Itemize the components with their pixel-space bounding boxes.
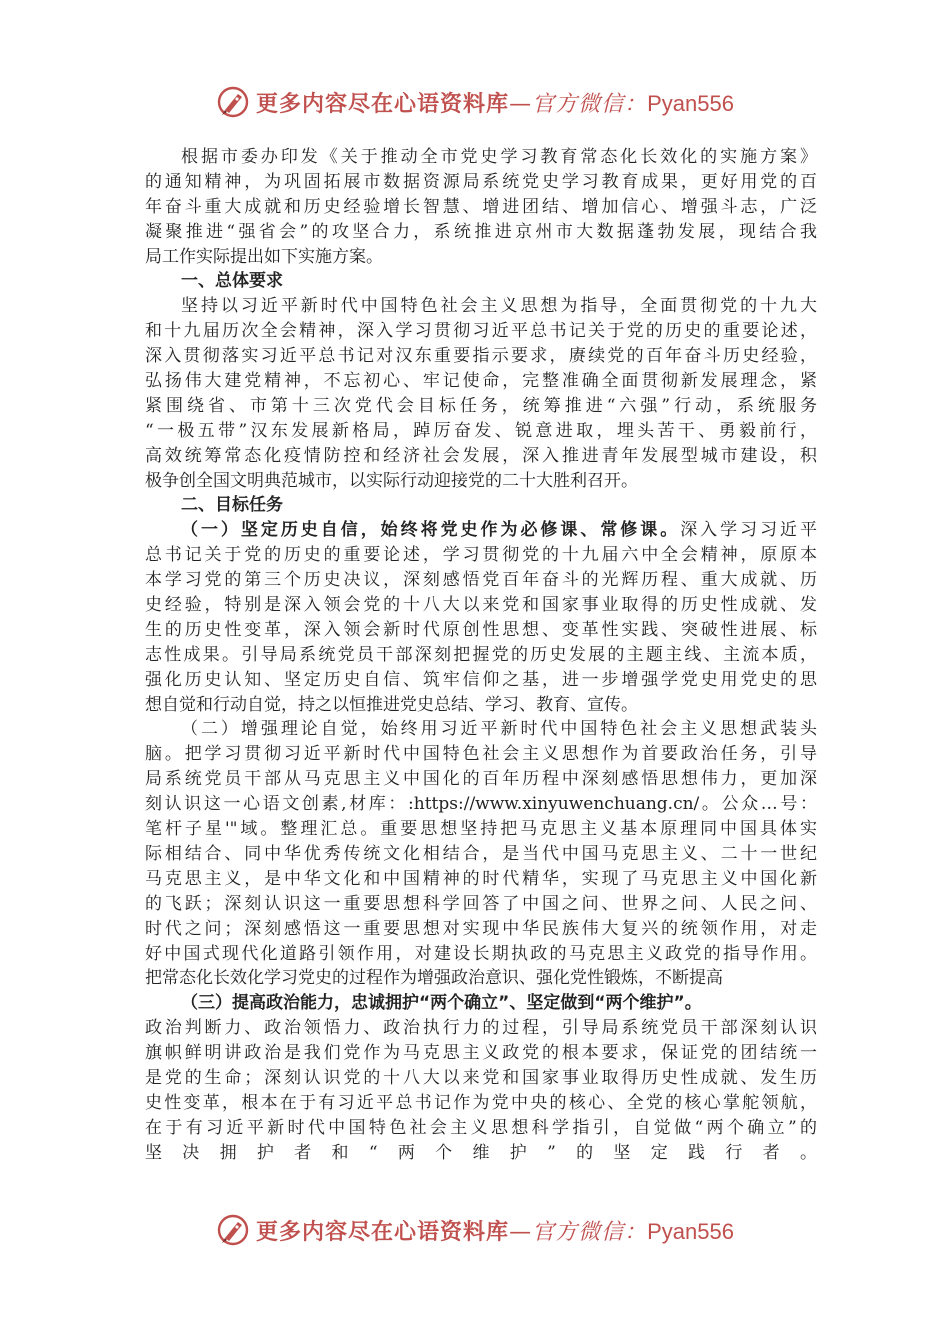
body-line: 极争创全国文明典范城市，以实际行动迎接党的二十大胜利召开。 [145, 470, 638, 491]
body-line: 和十九届历次全会精神，深入学习贯彻习近平总书记关于党的历史的重要论述， [145, 321, 817, 342]
body-line: 的通知精神，为巩固拓展市数据资源局系统党史学习教育成果，更好用党的百 [145, 171, 817, 192]
banner-wechat-label: 官方微信： [532, 91, 648, 117]
body-line: 际相结合、同中华优秀传统文化相结合，是当代中国马克思主义、二十一世纪 [145, 843, 817, 864]
banner-main-text: 更多内容尽在心语资料库 [256, 90, 510, 117]
subsection-heading-1: （一）坚定历史自信，始终将党史作为必修课、常修课。 [181, 520, 681, 541]
body-line: 局工作实际提出如下实施方案。 [145, 246, 383, 267]
body-line: 凝聚推进“强省会”的攻坚合力，系统推进京州市大数据蓬勃发展，现结合我 [145, 221, 817, 242]
banner-dash: — [509, 91, 533, 117]
body-line: 史经验，特别是深入领会党的十八大以来党和国家事业取得的历史性成就、发 [145, 595, 817, 616]
body-line: 紧围绕省、市第十三次党代会目标任务，统筹推进“六强”行动，系统服务 [145, 395, 817, 416]
body-line [145, 518, 817, 543]
banner-wechat-id: Pyan556 [647, 1218, 734, 1244]
banner-wechat-label: 官方微信： [532, 1219, 648, 1245]
body-line-tail: 深入学习习近平 [680, 520, 817, 541]
body-line: 脑。把学习贯彻习近平新时代中国特色社会主义思想作为首要政治任务，引导 [145, 744, 817, 765]
body-line: 志性成果。引导局系统党员干部深刻把握党的历史发展的主题主线、主流本质， [145, 644, 817, 665]
body-line: 根据市委办印发《关于推动全市党史学习教育常态化长效化的实施方案》 [181, 147, 817, 167]
body-line: 把常态化长效化学习党史的过程作为增强政治意识、强化党性锻炼，不断提高 [145, 968, 723, 989]
body-line: 深入贯彻落实习近平总书记对汉东重要指示要求，赓续党的百年奋斗历史经验， [145, 346, 817, 367]
body-line: 想自觉和行动自觉，持之以恒推进党史总结、学习、教育、宣传。 [145, 694, 638, 715]
body-line: 政治判断力、政治领悟力、政治执行力的过程，引导局系统党员干部深刻认识 [145, 1018, 817, 1039]
pen-nib-logo-icon [216, 85, 250, 119]
body-line: 弘扬伟大建党精神，不忘初心、牢记使命，完整准确全面贯彻新发展理念，紧 [145, 371, 817, 392]
section-heading-1: 一、总体要求 [181, 271, 283, 292]
body-line: 好中国式现代化道路引领作用，对建设长期执政的马克思主义政党的指导作用。 [145, 943, 817, 964]
section-heading-2: 二、目标任务 [181, 495, 283, 516]
body-line: 刻认识这一心语文创素,材库：:https://www.xinyuwenchuang.cn/。公众…号： [145, 794, 817, 815]
banner-text [256, 1215, 734, 1246]
body-line: 时代之问；深刻感悟这一重要思想对实现中华民族伟大复兴的统领作用，对走 [145, 918, 817, 939]
body-line: 年奋斗重大成就和历史经验增长智慧、增进团结、增加信心、增强斗志，广泛 [145, 196, 817, 217]
body-line: 总书记关于党的历史的重要论述，学习贯彻党的十九届六中全会精神，原原本 [145, 545, 817, 566]
body-line: 局系统党员干部从马克思主义中国化的百年历程中深刻感悟思想伟力，更加深 [145, 769, 817, 790]
body-line: 的飞跃；深刻认识这一重要思想科学回答了中国之问、世界之问、人民之问、 [145, 893, 817, 914]
subsection-heading-3: （三）提高政治能力，忠诚拥护“两个确立”、坚定做到“两个维护”。 [181, 993, 702, 1014]
body-line: 是党的生命；深刻认识党的十八大以来党和国家事业取得历史性成就、发生历 [145, 1067, 817, 1088]
banner-wechat-id: Pyan556 [647, 90, 734, 116]
body-line: 在于有习近平新时代中国特色社会主义思想科学指引，自觉做“两个确立”的 [145, 1117, 817, 1138]
body-line: 史性变革，根本在于有习近平总书记作为党中央的核心、全党的核心掌舵领航， [145, 1092, 817, 1113]
footer-banner [0, 1208, 950, 1252]
body-line: 本学习党的第三个历史决议，深刻感悟党百年奋斗的光辉历程、重大成就、历 [145, 570, 817, 591]
subsection-heading-2: （二）增强理论自觉，始终用习近平新时代中国特色社会主义思想武装头 [181, 719, 817, 740]
body-line: 旗帜鲜明讲政治是我们党作为马克思主义政党的根本要求，保证党的团结统一 [145, 1043, 817, 1064]
body-line: 生的历史性变革，深入领会新时代原创性思想、变革性实践、突破性进展、标 [145, 619, 817, 640]
banner-dash: — [509, 1219, 533, 1245]
body-line: 强化历史认知、坚定历史自信、筑牢信仰之基，进一步增强学党史用党史的思 [145, 669, 817, 690]
body-line: 笔杆子星'"域。整理汇总。重要思想坚持把马克思主义基本原理同中国具体实 [145, 819, 817, 840]
document-body [145, 145, 817, 1215]
header-banner [0, 80, 950, 124]
body-line: “一极五带”汉东发展新格局，踔厉奋发、锐意进取，埋头苦干、勇毅前行， [145, 420, 817, 441]
banner-main-text: 更多内容尽在心语资料库 [256, 1218, 510, 1245]
body-line: 马克思主义，是中华文化和中国精神的时代精华，实现了马克思主义中国化新 [145, 868, 817, 889]
pen-nib-logo-icon [216, 1213, 250, 1247]
body-line [145, 1166, 817, 1191]
banner-text [256, 87, 734, 118]
body-line: 高效统筹常态化疫情防控和经济社会发展，深入推进青年发展型城市建设，积 [145, 445, 817, 466]
body-line: 坚持以习近平新时代中国特色社会主义思想为指导，全面贯彻党的十九大 [181, 296, 817, 317]
body-line: 坚决拥护者和“两个维护”的坚定践行者。 [145, 1142, 817, 1163]
